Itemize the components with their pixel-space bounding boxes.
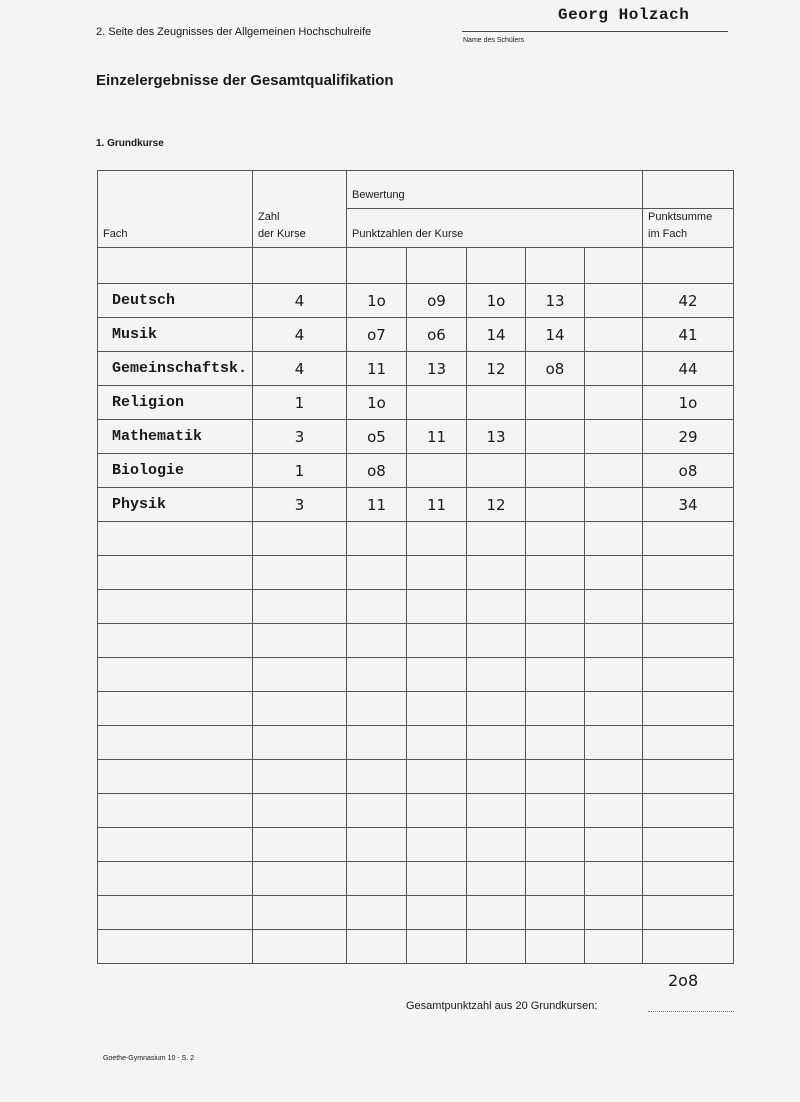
course-points: 11 — [407, 488, 467, 522]
empty-row — [98, 658, 734, 692]
empty-cell — [585, 590, 643, 624]
empty-cell — [585, 556, 643, 590]
empty-cell — [467, 862, 526, 896]
empty-cell — [347, 624, 407, 658]
course-points — [526, 420, 585, 454]
page-label: 2. Seite des Zeugnisses der Allgemeinen Hochschulreife — [96, 26, 372, 38]
course-points: o9 — [407, 284, 467, 318]
col-zahl-header: Zahl der Kurse — [253, 171, 347, 248]
empty-cell — [526, 658, 585, 692]
course-count: 1 — [253, 386, 347, 420]
empty-cell — [467, 896, 526, 930]
empty-cell — [347, 522, 407, 556]
empty-cell — [526, 930, 585, 964]
subject-sum: 34 — [643, 488, 734, 522]
empty-cell — [643, 726, 734, 760]
table-row — [98, 352, 734, 386]
empty-cell — [98, 692, 253, 726]
empty-cell — [347, 726, 407, 760]
course-points: 1o — [347, 284, 407, 318]
empty-cell — [526, 828, 585, 862]
empty-row — [98, 794, 734, 828]
empty-cell — [407, 726, 467, 760]
subject-name: Biologie — [98, 454, 253, 488]
empty-cell — [526, 896, 585, 930]
empty-cell — [253, 556, 347, 590]
empty-cell — [253, 590, 347, 624]
footer-form-id: Goethe-Gymnasium 10 - S. 2 — [103, 1055, 195, 1062]
page-title: Einzelergebnisse der Gesamtqualifikation — [96, 72, 394, 89]
empty-cell — [253, 692, 347, 726]
subject-sum: 29 — [643, 420, 734, 454]
empty-cell — [643, 692, 734, 726]
empty-cell — [526, 726, 585, 760]
empty-cell — [643, 556, 734, 590]
empty-cell — [467, 624, 526, 658]
course-points — [467, 386, 526, 420]
empty-cell — [407, 658, 467, 692]
empty-cell — [98, 590, 253, 624]
section-title: 1. Grundkurse — [96, 138, 164, 149]
empty-cell — [467, 658, 526, 692]
empty-cell — [407, 896, 467, 930]
empty-cell — [98, 862, 253, 896]
table-row — [98, 386, 734, 420]
empty-cell — [643, 896, 734, 930]
empty-cell — [526, 556, 585, 590]
empty-cell — [253, 658, 347, 692]
course-points — [407, 386, 467, 420]
subject-name: Physik — [98, 488, 253, 522]
col-summe-top — [643, 171, 734, 209]
subject-sum: 41 — [643, 318, 734, 352]
course-points — [585, 318, 643, 352]
empty-cell — [347, 760, 407, 794]
subject-name: Mathematik — [98, 420, 253, 454]
empty-cell — [98, 930, 253, 964]
course-points: 11 — [347, 488, 407, 522]
col-punktzahlen-header: Punktzahlen der Kurse — [347, 209, 643, 248]
empty-cell — [253, 794, 347, 828]
course-points: o8 — [347, 454, 407, 488]
spacer-cell — [253, 248, 347, 284]
course-points: 14 — [526, 318, 585, 352]
course-points: o5 — [347, 420, 407, 454]
empty-row — [98, 624, 734, 658]
empty-cell — [467, 590, 526, 624]
empty-cell — [643, 930, 734, 964]
course-points — [526, 454, 585, 488]
empty-cell — [467, 828, 526, 862]
name-line — [462, 31, 728, 32]
subject-name: Musik — [98, 318, 253, 352]
course-points — [467, 454, 526, 488]
empty-cell — [347, 692, 407, 726]
course-count: 4 — [253, 352, 347, 386]
empty-cell — [347, 590, 407, 624]
empty-cell — [347, 930, 407, 964]
empty-cell — [347, 658, 407, 692]
empty-cell — [253, 862, 347, 896]
subject-name: Religion — [98, 386, 253, 420]
course-count: 1 — [253, 454, 347, 488]
total-value: 2o8 — [668, 971, 699, 990]
empty-cell — [253, 726, 347, 760]
course-count: 3 — [253, 420, 347, 454]
empty-cell — [467, 556, 526, 590]
table-row — [98, 284, 734, 318]
empty-cell — [585, 862, 643, 896]
empty-cell — [347, 828, 407, 862]
empty-cell — [643, 658, 734, 692]
subject-sum: 44 — [643, 352, 734, 386]
empty-row — [98, 590, 734, 624]
empty-cell — [253, 828, 347, 862]
empty-row — [98, 930, 734, 964]
course-points — [526, 386, 585, 420]
course-count: 4 — [253, 284, 347, 318]
empty-cell — [585, 828, 643, 862]
empty-cell — [643, 590, 734, 624]
empty-cell — [347, 794, 407, 828]
subject-name: Deutsch — [98, 284, 253, 318]
empty-cell — [347, 896, 407, 930]
empty-cell — [643, 794, 734, 828]
spacer-cell — [643, 248, 734, 284]
empty-cell — [407, 760, 467, 794]
col-fach-header: Fach — [98, 171, 253, 248]
name-caption: Name des Schülers — [463, 37, 525, 44]
spacer-cell — [526, 248, 585, 284]
empty-cell — [643, 862, 734, 896]
course-points: 12 — [467, 352, 526, 386]
course-points: 13 — [467, 420, 526, 454]
subject-sum: 42 — [643, 284, 734, 318]
empty-cell — [467, 930, 526, 964]
empty-cell — [467, 726, 526, 760]
table-row — [98, 420, 734, 454]
subject-sum: o8 — [643, 454, 734, 488]
empty-cell — [526, 794, 585, 828]
empty-row — [98, 760, 734, 794]
course-points: 11 — [407, 420, 467, 454]
course-points — [585, 284, 643, 318]
empty-cell — [347, 862, 407, 896]
empty-cell — [467, 692, 526, 726]
student-name: Georg Holzach — [558, 6, 690, 24]
empty-cell — [643, 828, 734, 862]
empty-cell — [253, 624, 347, 658]
empty-row — [98, 692, 734, 726]
empty-row — [98, 828, 734, 862]
empty-cell — [585, 794, 643, 828]
course-count: 4 — [253, 318, 347, 352]
course-points: 12 — [467, 488, 526, 522]
empty-row — [98, 522, 734, 556]
empty-cell — [585, 624, 643, 658]
course-points: 13 — [526, 284, 585, 318]
empty-cell — [585, 930, 643, 964]
spacer-cell — [347, 248, 407, 284]
course-points: o7 — [347, 318, 407, 352]
empty-cell — [98, 794, 253, 828]
empty-row — [98, 726, 734, 760]
spacer-cell — [98, 248, 253, 284]
empty-cell — [585, 692, 643, 726]
empty-row — [98, 896, 734, 930]
course-points — [585, 352, 643, 386]
col-summe-header: Punktsumme im Fach — [643, 209, 734, 248]
empty-cell — [585, 896, 643, 930]
col-bewertung-header: Bewertung — [347, 171, 643, 209]
empty-cell — [526, 624, 585, 658]
empty-cell — [98, 556, 253, 590]
empty-cell — [98, 726, 253, 760]
course-points — [526, 488, 585, 522]
empty-cell — [407, 862, 467, 896]
course-points — [585, 488, 643, 522]
empty-cell — [526, 522, 585, 556]
empty-cell — [407, 794, 467, 828]
empty-cell — [585, 726, 643, 760]
course-points: 1o — [467, 284, 526, 318]
empty-cell — [98, 624, 253, 658]
subject-name: Gemeinschaftsk. — [98, 352, 253, 386]
empty-cell — [347, 556, 407, 590]
table-row — [98, 454, 734, 488]
spacer-cell — [467, 248, 526, 284]
empty-cell — [526, 862, 585, 896]
empty-cell — [467, 760, 526, 794]
course-points: o8 — [526, 352, 585, 386]
empty-cell — [526, 590, 585, 624]
course-points — [585, 454, 643, 488]
empty-cell — [407, 692, 467, 726]
empty-cell — [407, 930, 467, 964]
table-row — [98, 318, 734, 352]
empty-cell — [526, 760, 585, 794]
table-row — [98, 488, 734, 522]
empty-cell — [253, 930, 347, 964]
empty-cell — [407, 624, 467, 658]
course-points: 13 — [407, 352, 467, 386]
empty-row — [98, 556, 734, 590]
total-label: Gesamtpunktzahl aus 20 Grundkursen: — [406, 1000, 598, 1012]
grades-table — [97, 170, 734, 964]
empty-cell — [98, 896, 253, 930]
empty-cell — [643, 624, 734, 658]
empty-cell — [407, 828, 467, 862]
course-points: 1o — [347, 386, 407, 420]
spacer-cell — [407, 248, 467, 284]
empty-cell — [643, 760, 734, 794]
course-points — [585, 386, 643, 420]
course-points: o6 — [407, 318, 467, 352]
empty-cell — [253, 760, 347, 794]
empty-cell — [643, 522, 734, 556]
empty-cell — [98, 522, 253, 556]
total-line — [648, 1011, 734, 1012]
empty-cell — [526, 692, 585, 726]
course-points: 11 — [347, 352, 407, 386]
empty-cell — [407, 522, 467, 556]
empty-cell — [585, 760, 643, 794]
course-points — [407, 454, 467, 488]
empty-cell — [98, 760, 253, 794]
empty-cell — [253, 896, 347, 930]
subject-sum: 1o — [643, 386, 734, 420]
empty-cell — [407, 590, 467, 624]
course-points: 14 — [467, 318, 526, 352]
empty-cell — [253, 522, 347, 556]
empty-row — [98, 862, 734, 896]
course-count: 3 — [253, 488, 347, 522]
empty-cell — [585, 522, 643, 556]
empty-cell — [98, 658, 253, 692]
empty-cell — [467, 522, 526, 556]
empty-cell — [467, 794, 526, 828]
empty-cell — [98, 828, 253, 862]
empty-cell — [407, 556, 467, 590]
course-points — [585, 420, 643, 454]
spacer-cell — [585, 248, 643, 284]
empty-cell — [585, 658, 643, 692]
